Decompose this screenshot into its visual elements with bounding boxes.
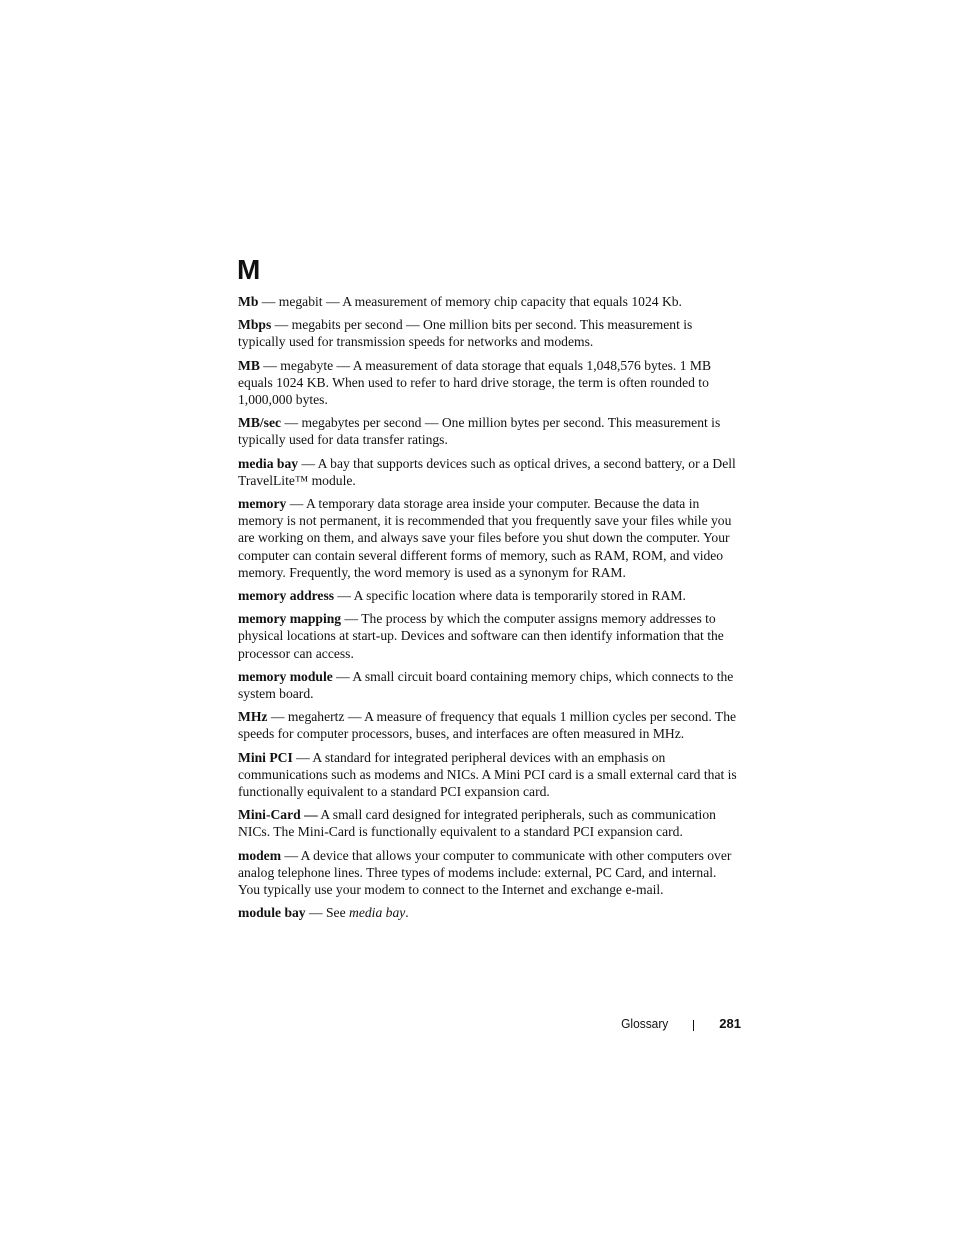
section-letter-heading: M [237, 254, 261, 285]
entry-term: memory mapping [238, 611, 342, 627]
entry-definition: — A temporary data storage area inside your computer. Because the data in memory is not permanent, it is recommended that you frequently save your files while you are working on them, and always save your files before you shut down the computer. Your computer can contain several different forms of memory, such as RAM, ROM, and video memory. Frequently, the word memory is used as a synonym for RAM. [238, 496, 732, 580]
entry-definition: — megabit — A measurement of memory chip capacity that equals 1024 Kb. [258, 294, 682, 309]
entry-term: modem [238, 847, 282, 863]
glossary-entry-mb-sec [238, 414, 740, 448]
entry-definition: A small card designed for integrated peripherals, such as communication NICs. The Mini-Card is functionally equivalent to a standard PCI expansion card. [238, 807, 716, 840]
entry-definition: — megahertz — A measure of frequency that equals 1 million cycles per second. The speeds for computer processors, buses, and interfaces are often measured in MHz. [238, 709, 737, 742]
footer-section-title: Glossary [621, 1016, 669, 1031]
glossary-entry-memory [238, 495, 740, 581]
glossary-entry-modem [238, 847, 740, 899]
entry-term: Mb [238, 294, 259, 309]
entry-term: memory module [238, 668, 333, 684]
glossary-entry-mini-card [238, 806, 740, 840]
entry-term: module bay [238, 905, 306, 921]
entry-definition: — A small circuit board containing memory chips, which connects to the system board. [238, 668, 734, 702]
glossary-entry-module-bay [238, 904, 740, 921]
entry-term: Mini-Card — [238, 807, 318, 823]
entry-term: media bay [238, 455, 299, 471]
entry-definition: — megabyte — A measurement of data storage that equals 1,048,576 bytes. 1 MB equals 1024 KB. When used to refer to hard drive storage, the term is often rounded to 1,000,000 bytes. [238, 357, 712, 408]
cross-reference: media bay [349, 905, 406, 921]
entry-term: MHz [238, 709, 268, 725]
glossary-entry-mini-pci [238, 749, 740, 801]
entry-definition: — A specific location where data is temporarily stored in RAM. [334, 588, 686, 604]
entry-definition: — A standard for integrated peripheral devices with an emphasis on communications such as modems and NICs. A Mini PCI card is a small external card that is functionally equivalent to a standard PCI expansion card. [238, 749, 737, 800]
entry-term: MB/sec [238, 415, 282, 431]
glossary-entries [238, 293, 740, 928]
glossary-entry-memory-module [238, 668, 740, 702]
entry-definition: — A bay that supports devices such as optical drives, a second battery, or a Dell TravelLite™ module. [238, 455, 736, 488]
glossary-entry-mbps [238, 316, 740, 350]
entry-definition: — See [305, 905, 350, 921]
glossary-entry-memory-address [238, 587, 740, 604]
entry-definition: — The process by which the computer assigns memory addresses to physical locations at start-up. Devices and software can then identify information that the processor can access. [238, 611, 724, 661]
entry-definition-end: . [405, 905, 409, 921]
page-footer [617, 1014, 741, 1034]
entry-definition: — A device that allows your computer to communicate with other computers over analog telephone lines. Three types of modems include: external, PC Card, and internal. You typically use your modem to connect to the Internet and exchange e-mail. [238, 847, 732, 898]
entry-term: MB [238, 357, 260, 373]
entry-term: memory address [238, 588, 335, 604]
glossary-entry-mhz [238, 708, 740, 742]
glossary-entry-megabyte [238, 357, 740, 409]
entry-term: Mini PCI [238, 749, 293, 765]
entry-term: memory [238, 496, 287, 512]
entry-term: Mbps [238, 317, 272, 333]
glossary-entry-mb [238, 293, 740, 310]
entry-definition: — megabits per second — One million bits per second. This measurement is typically used for transmission speeds for networks and modems. [238, 317, 693, 350]
glossary-entry-media-bay [238, 455, 740, 489]
entry-definition: — megabytes per second — One million bytes per second. This measurement is typically used for data transfer ratings. [238, 415, 721, 448]
glossary-entry-memory-mapping [238, 610, 740, 662]
footer-separator [693, 1020, 694, 1031]
page-number: 281 [719, 1016, 741, 1031]
